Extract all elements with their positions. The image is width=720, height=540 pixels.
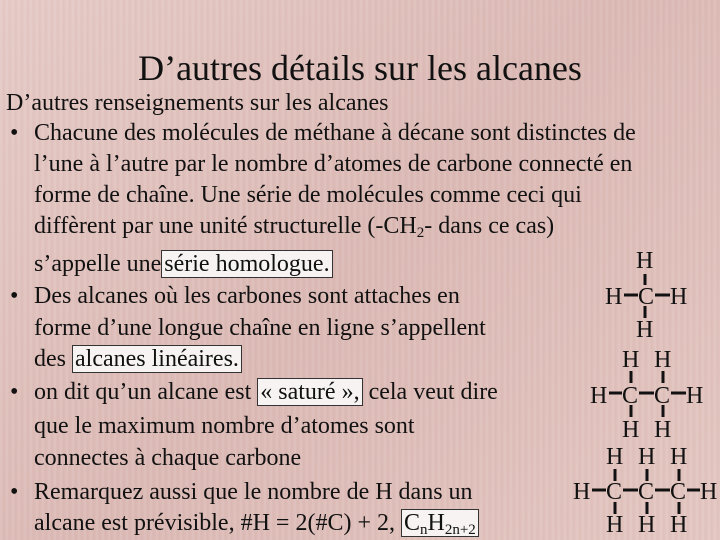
atom-hydrogen: H — [636, 317, 654, 343]
bullet-marker: • — [10, 479, 19, 505]
formula-hydrogen: H — [427, 510, 445, 536]
atom-hydrogen: H — [573, 479, 591, 505]
bullet-marker: • — [10, 283, 19, 309]
bullet-1-line-3: forme de chaîne. Une série de molécules comme ceci qui — [34, 182, 582, 208]
bullet-3-line-3: connectes à chaque carbone — [34, 445, 302, 471]
formula-carbon: C — [403, 510, 420, 536]
atom-hydrogen: H — [654, 417, 672, 443]
bullet-3-line-2: que le maximum nombre d’atomes sont — [34, 413, 415, 439]
text-segment: cela veut dire — [368, 379, 498, 405]
atom-hydrogen: H — [606, 512, 624, 538]
text-segment: alcane est prévisible, #H = 2(#C) + 2, — [34, 510, 395, 536]
highlight-box-serie-homologue: série homologue. — [161, 250, 332, 278]
atom-hydrogen: H — [654, 347, 672, 373]
text-segment: diffèrent par une unité structurelle (-CH — [34, 213, 417, 239]
atom-hydrogen: H — [670, 512, 688, 538]
text-segment: on dit qu’un alcane est — [34, 379, 252, 405]
bullet-4-line-1: Remarquez aussi que le nombre de H dans un — [34, 479, 473, 505]
atom-carbon: C — [670, 479, 687, 505]
intro-line: D’autres renseignements sur les alcanes — [6, 90, 389, 116]
propane-structure — [573, 444, 717, 538]
text-segment: des — [34, 346, 66, 372]
bullet-2-line-1: Des alcanes où les carbones sont attaches en — [34, 283, 460, 309]
atom-hydrogen: H — [686, 383, 704, 409]
atom-hydrogen: H — [590, 383, 608, 409]
bullet-marker: • — [10, 120, 19, 146]
atom-carbon: C — [638, 284, 655, 310]
text-segment: s’appelle une — [34, 251, 162, 277]
atom-hydrogen: H — [670, 284, 688, 310]
bullet-1-line-1: Chacune des molécules de méthane à décane sont distinctes de — [34, 120, 636, 146]
atom-hydrogen: H — [606, 444, 624, 470]
highlight-box-sature: « saturé », — [257, 378, 362, 406]
text-segment: - dans ce cas) — [424, 213, 555, 239]
atom-hydrogen: H — [622, 417, 640, 443]
methane-structure — [605, 248, 687, 343]
atom-hydrogen: H — [638, 512, 656, 538]
atom-hydrogen: H — [638, 444, 656, 470]
highlight-box-alcanes-lineaires: alcanes linéaires. — [72, 345, 242, 373]
subscript: 2 — [416, 225, 425, 241]
atom-hydrogen: H — [700, 479, 718, 505]
atom-hydrogen: H — [605, 284, 623, 310]
atom-hydrogen: H — [670, 444, 688, 470]
slide-title: D’autres détails sur les alcanes — [138, 48, 582, 88]
atom-carbon: C — [654, 383, 671, 409]
bullet-2-line-2: forme d’une longue chaîne en ligne s’appellent — [34, 315, 486, 341]
atom-carbon: C — [606, 479, 623, 505]
atom-carbon: C — [638, 479, 655, 505]
bullet-marker: • — [10, 379, 19, 405]
formula-subscript-2n2: 2n+2 — [444, 522, 476, 538]
bullet-1-line-2: l’une à l’autre par le nombre d’atomes de carbone connecté en — [34, 151, 633, 177]
atom-carbon: C — [622, 383, 639, 409]
atom-hydrogen: H — [636, 248, 654, 274]
ethane-structure — [590, 347, 703, 443]
atom-hydrogen: H — [622, 347, 640, 373]
formula-subscript-n: n — [420, 522, 428, 538]
